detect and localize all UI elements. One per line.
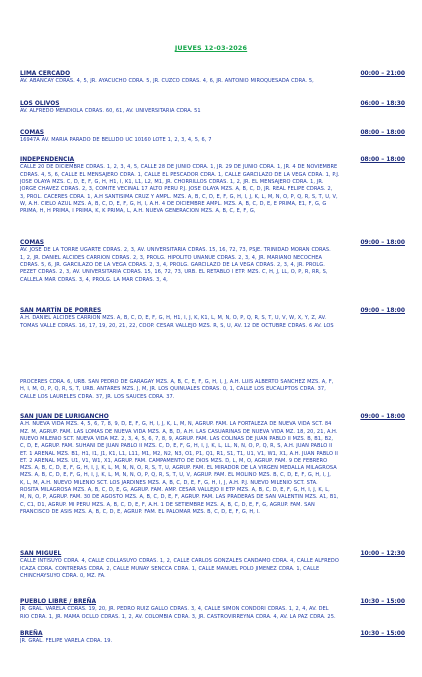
address-line: PRIMA, H, H PRIMA, I PRIMA, K, K PRIMA, L, A.H. NUEVA GENERACIÓN MZS. A, B, C, E, F, G, bbox=[20, 208, 256, 215]
address-line: MZS. A, B, C, D, E, F, G, H, I, J, K, L, M, N, Ñ, O, R, S, T, U, AGRUP. FAM. EL MIRADOR DE LA VIRGEN MEDALLA MILAGROSA bbox=[20, 465, 337, 472]
address-line: C, C1, D1, AGRUP. MI PERÚ MZS. A, B, C, D, E, F, A.H. 1 DE SETIEMBRE MZS. A, B, C, D, E, F, G, AGRUP. FAM. SAN bbox=[20, 501, 315, 508]
section-san-martin-de-porres bbox=[20, 308, 405, 330]
district-name: SAN MARTÍN DE PORRES bbox=[20, 308, 102, 314]
section-comas bbox=[20, 130, 405, 145]
address-line: TOMÁS VALLE CDRAS. 16, 17, 19, 20, 21, 22, COOP. CESAR VALLEJO MZS. R, S, U, AV. 12 DE OCTUBRE CDRAS. 6 AV. LOS bbox=[20, 322, 334, 329]
schedule-time: 09:00 – 18:00 bbox=[360, 240, 405, 246]
address-line: CHINCHAYSUYO CDRA. 0, MZ. FA. bbox=[20, 573, 106, 579]
address-line: JR. GRAL. VARELA CDRAS. 19, 20, JR. PEDRO RUIZ GALLO CDRAS. 3, 4, CALLE SIMÓN CONDORI CDRAS. 1, 2, 4, AV. DEL bbox=[20, 606, 329, 613]
address-line: ET. 2 ARENAL MZS. U1, V1, W1, X1, AGRUP. FAM. CAMPAMENTO DE DIOS MZS. D, L, M, O, AGRUP. FAM. 9 DE FEBRERO bbox=[20, 457, 328, 464]
district-name: COMAS bbox=[20, 240, 44, 246]
address-line: AV. JOSÉ DE LA TORRE UGARTE CDRAS. 2, 3, AV. UNIVERSITARIA CDRAS. 15, 16, 72, 73, PSJE. TRINIDAD MORÁN CDRAS. bbox=[20, 247, 331, 254]
address-line: CALLELA MAR CDRAS. 3, 4, PROLG. LA MAR CDRAS. 3, 4, bbox=[20, 276, 168, 283]
section-lima-cercado bbox=[20, 71, 405, 86]
schedule-time: 10:00 – 12:30 bbox=[360, 551, 405, 557]
address-line: A.H. NUEVA VIDA MZS. 4, 5, 6, 7, 8, 9, D, E, F, G, H, I, J, K, L, M, N, AGRUP. FAM. LA FORTALEZA DE NUEVA VIDA SCT. 84 bbox=[20, 421, 332, 428]
address-line: 1, 2, JR. DANIEL ALCIDES CARRIÓN CDRAS. 2, 3, PROLG. HIPÓLITO UNANUE CDRAS. 2, 3, 4, JR. MARIANO NECOCHEA bbox=[20, 254, 323, 261]
section-comas-2 bbox=[20, 240, 405, 284]
section-independencia bbox=[20, 157, 405, 215]
address-line: FRANCISCO DE ASÍS MZS. A, B, C, D, E, AGRUP. FAM. EL PALOMAR MZS. B, C, D, E, F, G, H, I. bbox=[20, 508, 260, 515]
schedule-time: 08:00 – 18:00 bbox=[360, 130, 405, 136]
section-san-juan-de-lurigancho bbox=[20, 414, 405, 516]
district-name: INDEPENDENCIA bbox=[20, 157, 75, 163]
district-name: LIMA CERCADO bbox=[20, 71, 71, 77]
address-line: CDRAS. 5, 6, JR. GARCILAZO DE LA VEGA CDRAS. 2, 3, 4, PROLG. GARCILAZO DE LA VEGA CDRAS. 2, 3, 4, JR. PROLG. bbox=[20, 262, 325, 268]
address-line: K, L, M, A.H. NUEVO MILENIO SCT. LOS JARDINES MZS. A, B, C, D, E, F, G, H, I, J, A.H. P.J. NUEVO MILENIO SCT. STA. bbox=[20, 479, 318, 486]
address-line: 3, PROL. CÁCERES CDRA. 1, A.H SANTISIMA CRUZ Y AMPL. MZS. A, B, C, D, E, F, G, H, I, J, K, L, M, N, O, P, Q, R, S, T, U, V, bbox=[20, 193, 338, 200]
schedule-time: 10:30 – 15:00 bbox=[360, 631, 405, 637]
address-line: AV. ABANCAY CDRAS. 4, 5, JR. AYACUCHO CDRA. 5, JR. CUZCO CDRAS. 4, 6, JR. ANTONIO MIROQUESADA CDRA. 5, bbox=[20, 78, 314, 85]
address-line: CALLE 20 DE DICIEMBRE CDRAS. 1, 2, 3, 4, 5, CALLE 28 DE JUNIO CDRA. 1, JR. 29 DE JUNIO CDRA. 1, JR. 4 DE NOVIEMBRE bbox=[20, 164, 338, 171]
address-line: ROSITA MILAGROSA MZS. A, B, C, D, E, G, AGRUP. FAM. AMP. CESAR VALLEJO II ETP MZS. A, B, C, D, E, F, G, H, I, J, K, L, bbox=[20, 487, 330, 494]
address-line: RÍO CDRA. 1, JR. MAMA OCLLO CDRAS. 1, 2, AV. COLOMBIA CDRA. 3, JR. CASTROVIRREYNA CDRA. 4, AV. LA PAZ CDRA. 25. bbox=[20, 613, 336, 620]
schedule-time: 06:00 – 18:30 bbox=[360, 101, 405, 107]
address-line: NUEVO MILENIO SCT. NUEVA VIDA MZ. 2, 3, 4, 5, 6, 7, 8, 9, AGRUP. FAM. LAS COLINAS DE JUAN PABLO II MZS. B, B1, B2, bbox=[20, 436, 334, 442]
schedule-time: 00:00 – 21:00 bbox=[360, 71, 405, 77]
district-name: SAN JUAN DE LURIGANCHO bbox=[20, 414, 109, 420]
section-los-olivos bbox=[20, 101, 405, 116]
section-san-martin-de-porres-continued bbox=[20, 379, 405, 401]
section-brena bbox=[20, 631, 405, 646]
district-name: PUEBLO LIBRE / BREÑA bbox=[20, 599, 97, 605]
address-line: ET. 1 ARENAL MZS. B1, H1, I1, J1, K1, L1, L11, M1, M2, N2, N3, O1, P1, Q1, R1, S1, T1, U1, V1, W1, X1, A.H. JUAN PABLO II bbox=[20, 450, 338, 457]
address-line: PEZET CDRAS. 2, 3, AV. UNIVERSITARIA CDRAS. 15, 16, 72, 73, URB. EL RETABLO I ETP. MZS. C, H, J, LL, O, P, R, RR, S, bbox=[20, 269, 328, 276]
address-line: C, D, E, AGRUP. FAM. SUHANI DE JUAN PABLO II MZS. C, D, E, F, G, H, I, J, K, L, LL, Ñ, Ñ, O, P, Q, R, S, A.H. JUAN PABLO II bbox=[20, 443, 333, 450]
address-line: CALLE INTISUYO CDRA. 4, CALLE COLLASUYO CDRAS. 1, 2, CALLE CARLOS GONZALES CANDAMO CDRA. 4, CALLE ALFREDO bbox=[20, 558, 339, 565]
district-name: COMAS bbox=[20, 130, 44, 136]
address-line: JR. GRAL. FELIPE VARELA CDRA. 19. bbox=[20, 638, 113, 645]
address-line: JORGE CHAVEZ CDRAS. 2, 3, COMITÉ VECINAL 17 ALTO PERÚ P.J. JOSÉ OLAYA MZS. A, B, C, D, JR. REAL FELIPE CDRAS. 2, bbox=[20, 186, 333, 193]
address-line: MZS. A, B, C, D, E, F, G, H, I, J, K, L, M, N, Ñ, O, P, Q, R, S, T, U, V, AGRUP. FAM. EL MOLINO MZS. B, C, D, E, F, G, H, I, J, bbox=[20, 472, 331, 479]
address-line: A.H. DANIEL ALCIDES CARRIÓN MZS. A, B, C, D, E, F, G, H, H1, I, J, K, K1, L, M, N, O, P, Q, R, S, T, U, V, W, X, Y, Z, AV. bbox=[20, 315, 327, 322]
district-name: BREÑA bbox=[20, 631, 43, 637]
address-line: CALLE LOS LAURELES CDRA. 37, JR. LOS SAUCES CDRA. 37. bbox=[20, 393, 175, 400]
address-line: ICAZA CDRA. CONTRERAS CDRA. 2, CALLE MUNAY SENCCA CDRA. 1, CALLE MANUEL POLO JIMENEZ CDRA. 1, CALLE bbox=[20, 565, 320, 572]
section-san-miguel bbox=[20, 551, 405, 580]
page-date: JUEVES 12-03-2026 bbox=[174, 44, 248, 52]
address-line: 16947A AV. MARIA PARADO DE BELLIDO UC 10160 LOTE 1, 2, 3, 4, 5, 6, 7 bbox=[20, 137, 212, 144]
section-pueblo-libre-brena bbox=[20, 599, 405, 621]
address-line: JOSÉ OLAYA MZS. C, D, E, F, G, H, H1, I, K1, L1, L2, M1, JR. CHORRILLOS CDRAS. 1, 2, JR. EL MENSAJERO CDRA. 1, JR. bbox=[20, 179, 324, 185]
address-line: H, I, M, O, P, Q, R, S, T, URB. ANTARES MZS. J, M, JR. LOS QUINUALES CDRAS. 0, 1, CALLE LOS EUCALIPTOS CDRA. 37, bbox=[20, 386, 326, 393]
schedule-time: 09:00 – 18:00 bbox=[360, 414, 405, 420]
address-line: CDRAS. 4, 5, 6, CALLE EL MENSAJERO CDRA. 1, CALLE EL PESCADOR CDRA. 1, CALLE GARCILAZO DE LA VEGA CDRA. 1, P.J. bbox=[20, 171, 340, 178]
address-line: PRÓCERES CDRA. 6, URB. SAN PEDRO DE GARAGAY MZS. A, B, C, E, F, G, H, I, J, A.H. LUIS ALBERTO SÁNCHEZ MZS. A, F, bbox=[20, 379, 334, 385]
address-line: AV. ALFREDO MENDIOLA CDRAS. 60, 61, AV. UNIVERSITARIA CDRA. 51 bbox=[20, 108, 201, 115]
address-line: MZ. M, AGRUP. FAM. LAS LOMAS DE NUEVA VIDA MZS. A, B, D, A.H. LAS CASUARINAS DE NUEVA VIDA MZ. 18, 20, 21, A.H. bbox=[20, 428, 338, 435]
district-name: LOS OLIVOS bbox=[20, 101, 60, 107]
schedule-time: 09:00 – 18:00 bbox=[360, 308, 405, 314]
address-line: M, N, O, P, AGRUP. FAM. 30 DE AGOSTO MZS. A, B, C, D, E, F, AGRUP. FAM. LAS PRADERAS DE SAN VALENTÍN MZS. A1, B1, bbox=[20, 494, 339, 501]
address-line: W, A.H. CIELO AZUL MZS. A, B, C, D, E, F, G, H, I, A.H. 4 DE DICIEMBRE AMPL. MZS. A, B, C, D, E, E PRIMA, E1, F, G, G bbox=[20, 200, 327, 207]
schedule-time: 08:00 – 18:00 bbox=[360, 157, 405, 163]
schedule-time: 10:30 – 15:00 bbox=[360, 599, 405, 605]
district-name: SAN MIGUEL bbox=[20, 551, 62, 557]
